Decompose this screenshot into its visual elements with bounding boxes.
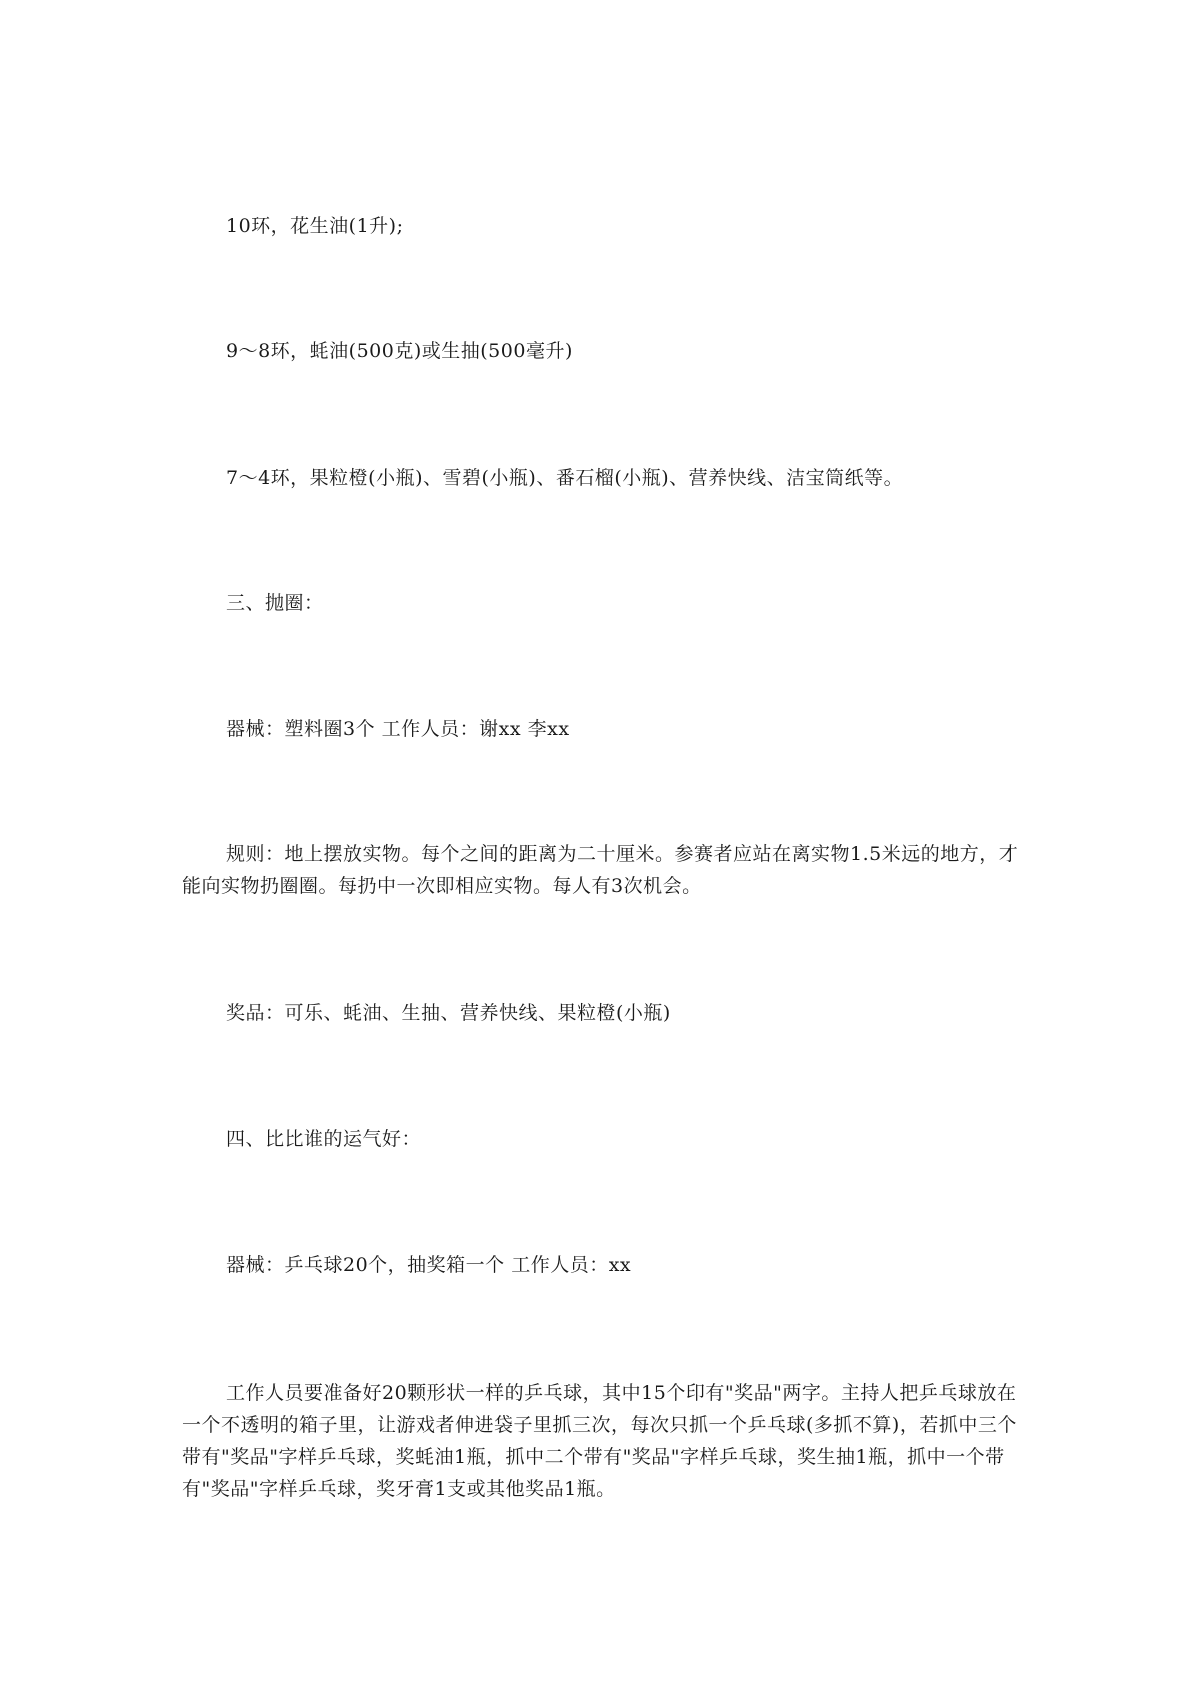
ring-toss-equipment: 器械：塑料圈3个 工作人员：谢xx 李xx — [226, 718, 570, 740]
luck-game-rules: 工作人员要准备好20颗形状一样的乒乓球，其中15个印有"奖品"两字。主持人把乒乓球放在一个不透明的箱子里，让游戏者伸进袋子里抓三次，每次只抓一个乒乓球(多抓不算)，若抓中三个带有"奖品"字样乒乓球，奖蚝油1瓶，抓中二个带有"奖品"字样乒乓球，奖生抽1瓶，抓中一个带有"奖品"字样乒乓球，奖牙膏1支或其他奖品1瓶。 — [182, 1382, 1017, 1500]
section-heading-luck-game: 四、比比谁的运气好： — [226, 1128, 422, 1150]
section-heading-ring-toss: 三、抛圈： — [226, 592, 324, 614]
ring-toss-prizes: 奖品：可乐、蚝油、生抽、营养快线、果粒橙(小瓶) — [226, 1002, 671, 1024]
prize-9-8-ring: 9～8环，蚝油(500克)或生抽(500毫升) — [226, 340, 573, 362]
luck-game-equipment: 器械：乒乓球20个，抽奖箱一个 工作人员：xx — [226, 1254, 632, 1276]
prize-10-ring: 10环，花生油(1升); — [226, 215, 404, 237]
ring-toss-rules: 规则：地上摆放实物。每个之间的距离为二十厘米。参赛者应站在离实物1.5米远的地方，才能向实物扔圈圈。每扔中一次即相应实物。每人有3次机会。 — [182, 843, 1019, 897]
prize-7-4-ring: 7～4环，果粒橙(小瓶)、雪碧(小瓶)、番石榴(小瓶)、营养快线、洁宝筒纸等。 — [226, 467, 904, 489]
